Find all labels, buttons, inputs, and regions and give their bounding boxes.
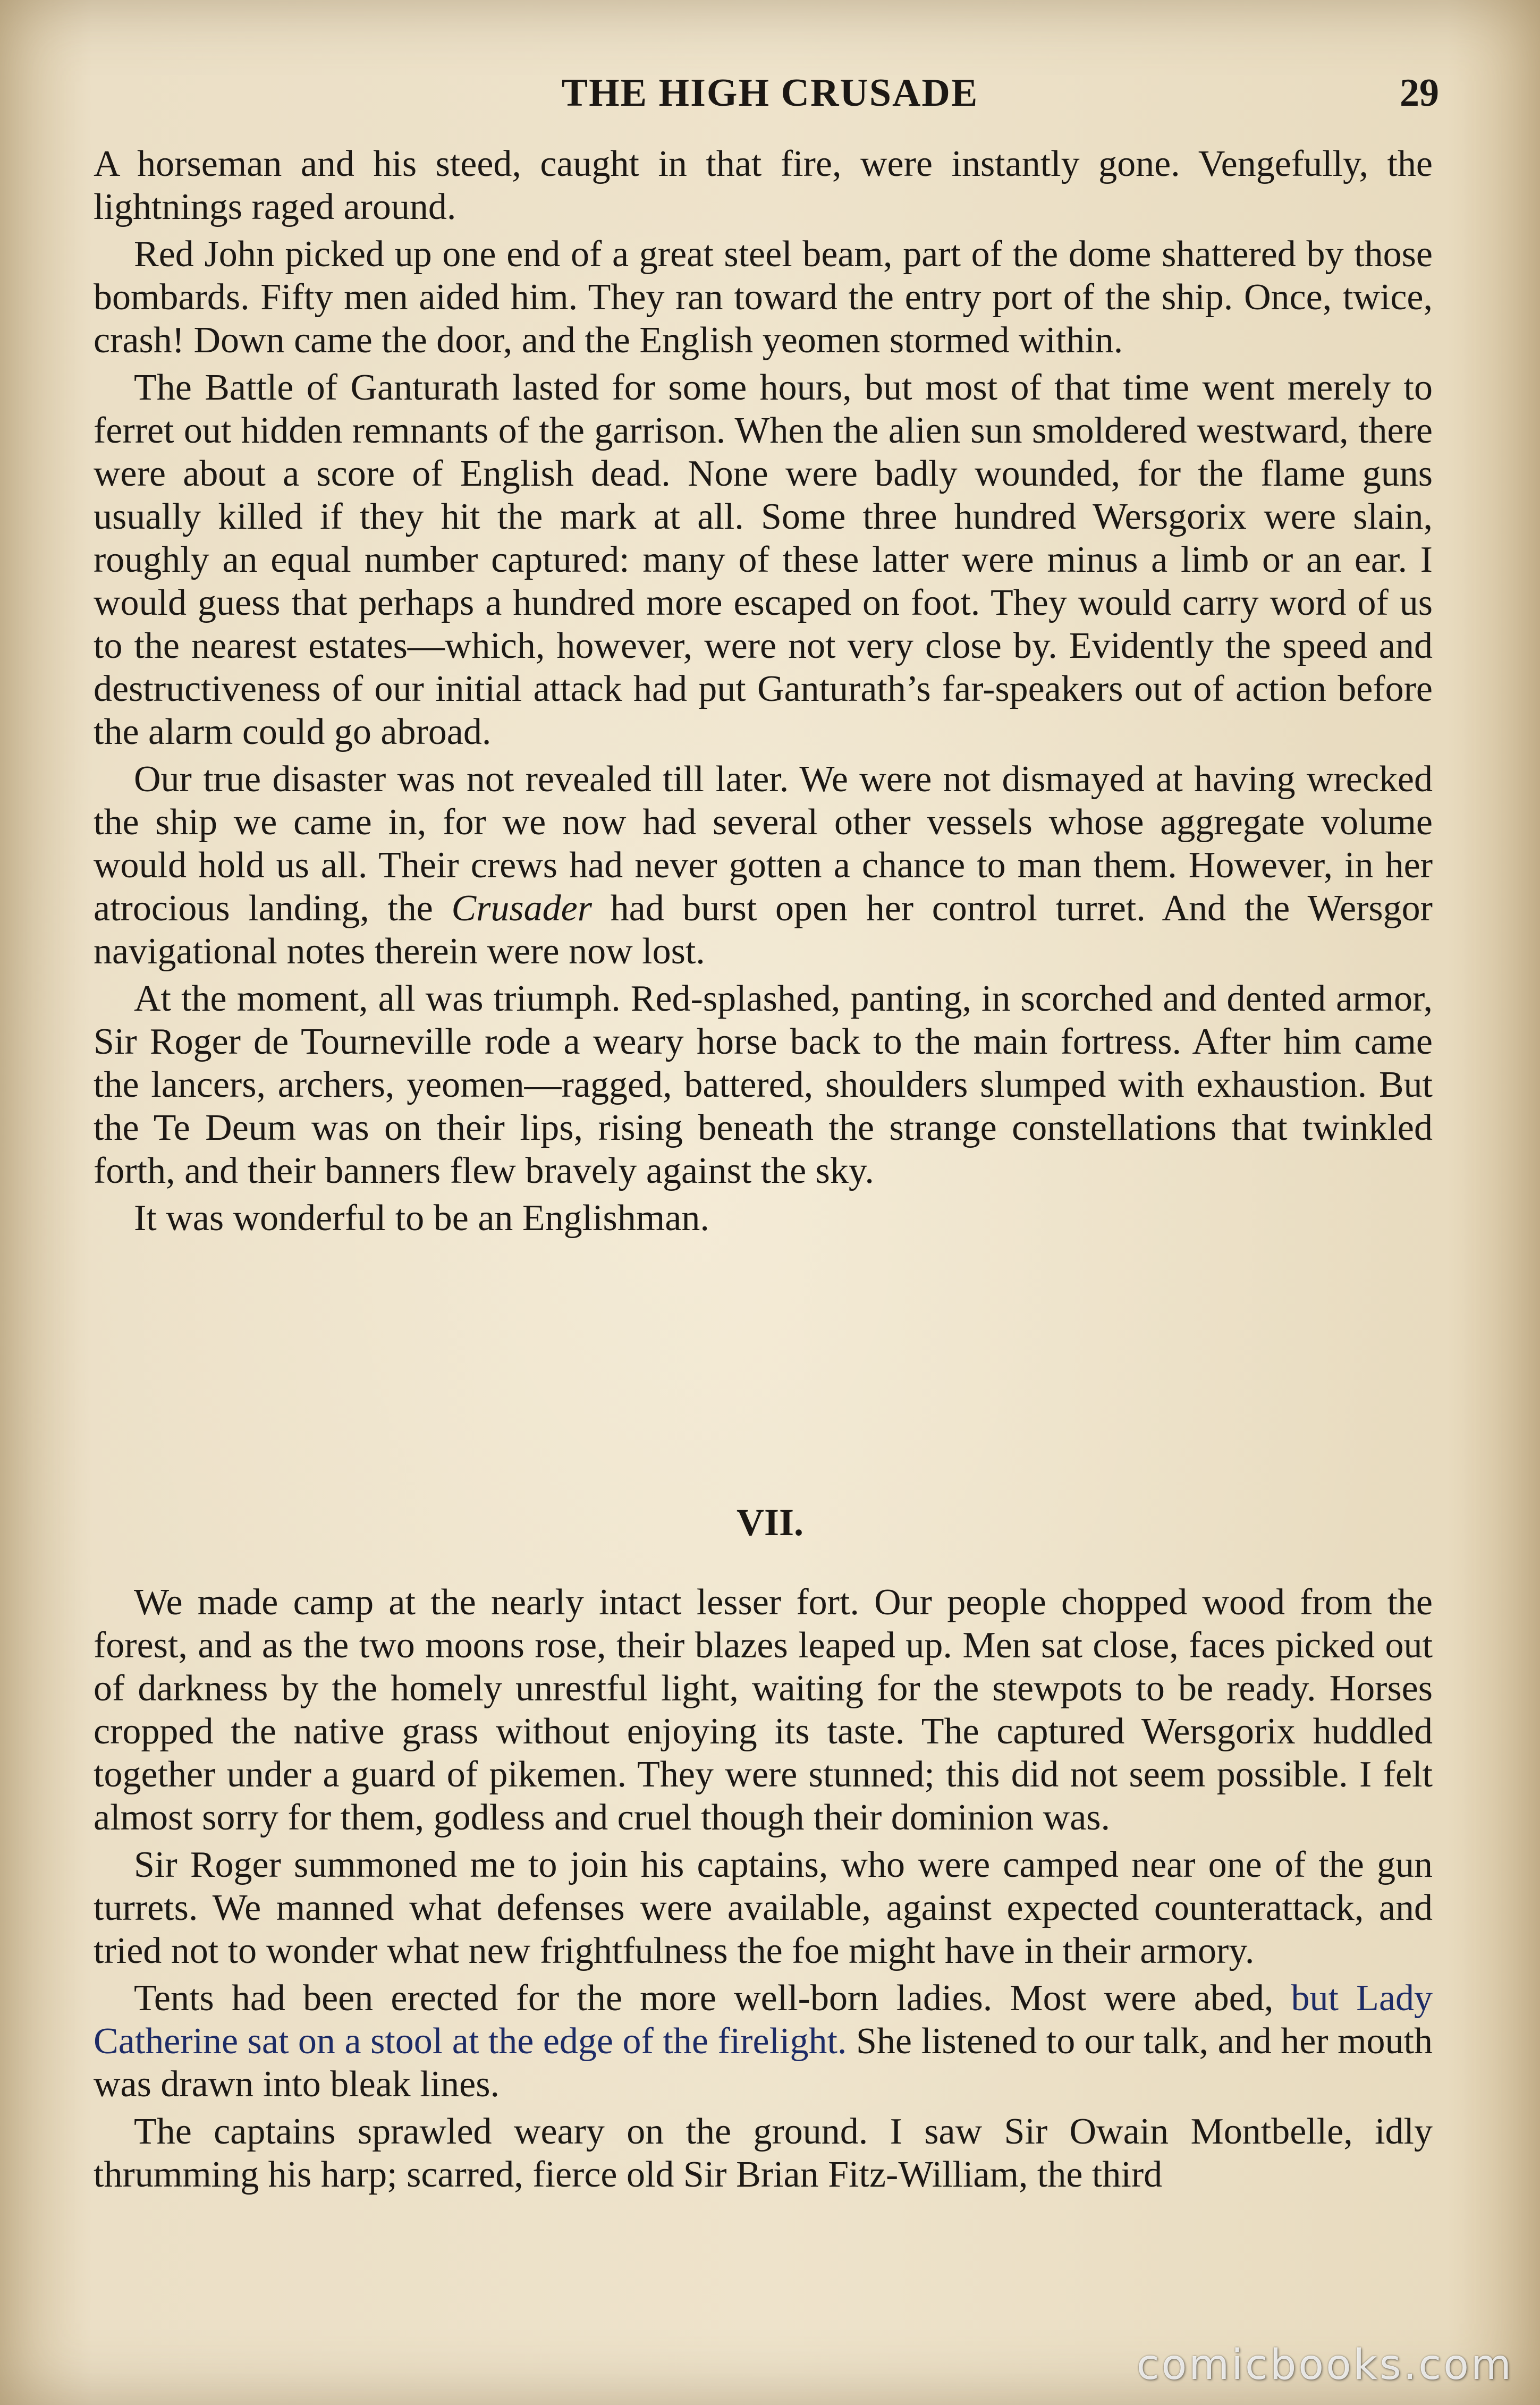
chapter-heading: VII. (736, 1501, 804, 1544)
paragraph: A horseman and his steed, caught in that fire, were instantly gone. Vengefully, the lightnings raged around. (94, 143, 1433, 227)
paragraph: Red John picked up one end of a great steel beam, part of the dome shattered by those bombards. Fifty men aided him. They ran toward the entry port of the ship. Once, twice, crash! Down came the door, and the English yeomen stormed within. (94, 234, 1433, 361)
paragraph: We made camp at the nearly intact lesser fort. Our people chopped wood from the forest, and as the two moons rose, their blazes leaped up. Men sat close, faces picked out of darkness by the homely unrestful light, waiting for the stewpots to be ready. Horses cropped the native grass without enjoying its taste. The captured Wersgorix huddled together under a guard of pikemen. They were stunned; this did not seem possible. I felt almost sorry for them, godless and cruel though their dominion was. (94, 1582, 1433, 1838)
paragraph: It was wonderful to be an Englishman. (134, 1198, 709, 1239)
page-number: 29 (1400, 71, 1439, 115)
paragraph (94, 758, 1433, 973)
paragraph (94, 1977, 1433, 2106)
blue-ink-phrase: but Lady Catherine sat on a stool at the edge of the firelight. (94, 1978, 1433, 2062)
text-block-bottom (94, 1581, 1433, 2200)
text-block-top (94, 142, 1433, 1244)
paragraph-text: She listened to our talk, and her mouth was drawn into bleak lines. (94, 2021, 1433, 2105)
watermark-logo: comicbooks.com (1136, 2341, 1513, 2389)
paragraph: The captains sprawled weary on the ground. I saw Sir Owain Montbelle, idly thrumming his harp; scarred, fierce old Sir Brian Fitz-William, the third (94, 2111, 1433, 2195)
book-title: THE HIGH CRUSADE (561, 71, 979, 115)
paragraph-text: had burst open her control turret. And the Wersgor navigational notes therein were now lost. (94, 888, 1433, 972)
paragraph: At the moment, all was triumph. Red-splashed, panting, in scorched and dented armor, Sir Roger de Tourneville rode a weary horse back to the main fortress. After him came the lancers, archers, yeomen—ragged, battered, shoulders slumped with exhaustion. But the Te Deum was on their lips, rising beneath the strange constellations that twinkled forth, and their banners flew bravely against the sky. (94, 978, 1433, 1191)
paragraph-text: Tents had been erected for the more well-born ladies. Most were abed, (134, 1978, 1291, 2019)
paragraph: The Battle of Ganturath lasted for some hours, but most of that time went merely to ferret out hidden remnants of the garrison. When the alien sun smoldered westward, there were about a score of English dead. None were badly wounded, for the flame guns usually killed if they hit the mark at all. Some three hundred Wersgorix were slain, roughly an equal number captured: many of these latter were minus a limb or an ear. I would guess that perhaps a hundred more escaped on foot. They would carry word of us to the nearest estates—which, however, were not very close by. Evidently the speed and destructiveness of our initial attack had put Ganturath’s far-speakers out of action before the alarm could go abroad. (94, 367, 1433, 752)
ship-name-italic: Crusader (451, 888, 592, 929)
paragraph-text: Our true disaster was not revealed till later. We were not dismayed at having wrecked the ship we came in, for we now had several other vessels whose aggregate volume would hold us all. Their crews had never gotten a chance to man them. However, in her atrocious landing, the (94, 759, 1433, 929)
running-head (0, 64, 1540, 122)
paragraph: Sir Roger summoned me to join his captains, who were camped near one of the gun turrets. We manned what defenses were available, against expected counterattack, and tried not to wonder what new frightfulness the foe might have in their armory. (94, 1844, 1433, 1971)
